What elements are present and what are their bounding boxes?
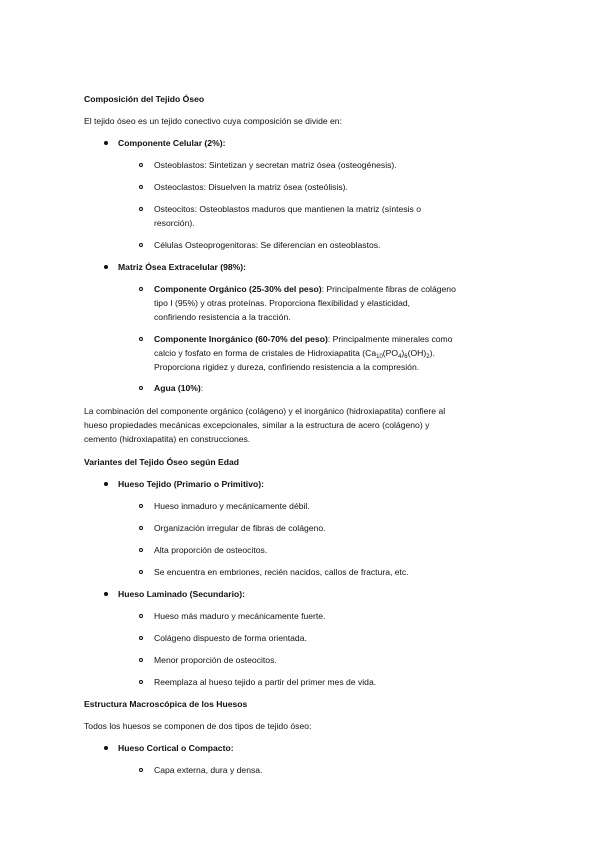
- sub-bullet-icon: [139, 386, 143, 390]
- sub-bullet-icon: [139, 548, 143, 552]
- list-item: Organización irregular de fibras de colágeno.: [154, 523, 326, 533]
- list-item-celular: Componente Celular (2%):: [118, 138, 226, 148]
- formula-text: calcio y fosfato en forma de cristales de Hidroxiapatita (Ca: [154, 348, 377, 358]
- sub-bullet-icon: [139, 504, 143, 508]
- intro-paragraph: El tejido óseo es un tejido conectivo cuya composición se divide en:: [84, 116, 342, 126]
- section-title-composicion: Composición del Tejido Óseo: [84, 94, 205, 104]
- sub-bullet-icon: [139, 287, 143, 291]
- sub-bullet-icon: [139, 768, 143, 772]
- list-item: Osteoblastos: Sintetizan y secretan matriz ósea (osteogénesis).: [154, 160, 397, 170]
- bullet-icon: [104, 746, 108, 750]
- agua-bold: Agua (10%): [154, 383, 201, 393]
- summary-line: hueso propiedades mecánicas excepcionales, similar a la estructura de acero (colágeno) y: [84, 420, 430, 430]
- sub-bullet-icon: [139, 680, 143, 684]
- bullet-icon: [104, 592, 108, 596]
- section-title-variantes: Variantes del Tejido Óseo según Edad: [84, 457, 240, 467]
- list-item-matriz: Matriz Ósea Extracelular (98%):: [118, 262, 247, 272]
- list-item-inorganico: [154, 333, 452, 345]
- list-item-continuation: [154, 347, 435, 359]
- sub-bullet-icon: [139, 243, 143, 247]
- list-item-continuation: resorción).: [154, 218, 195, 228]
- bullet-icon: [104, 265, 108, 269]
- list-item-continuation: Proporciona rigidez y dureza, confiriendo resistencia a la compresión.: [154, 362, 420, 372]
- agua-text: :: [200, 383, 204, 393]
- formula-sub: 4: [398, 354, 402, 360]
- list-item: Capa externa, dura y densa.: [154, 765, 263, 775]
- organico-bold: Componente Orgánico (25-30% del peso): [154, 284, 322, 294]
- sub-bullet-icon: [139, 185, 143, 189]
- organico-text: : Principalmente fibras de colágeno: [321, 284, 456, 294]
- list-item: Reemplaza al hueso tejido a partir del primer mes de vida.: [154, 677, 377, 687]
- list-item-agua: [154, 382, 203, 394]
- summary-line: La combinación del componente orgánico (colágeno) y el inorgánico (hidroxiapatita) confiere al: [84, 406, 446, 416]
- list-item: Hueso más maduro y mecánicamente fuerte.: [154, 611, 326, 621]
- sub-bullet-icon: [139, 163, 143, 167]
- formula-sub: 10: [376, 354, 383, 360]
- formula-sub: 6: [404, 354, 408, 360]
- sub-bullet-icon: [139, 337, 143, 341]
- bullet-icon: [104, 482, 108, 486]
- inorganico-text: : Principalmente minerales como: [327, 334, 453, 344]
- list-item: Osteoclastos: Disuelven la matriz ósea (osteólisis).: [154, 182, 348, 192]
- list-item-organico: [154, 283, 456, 295]
- list-item: Se encuentra en embriones, recién nacidos, callos de fractura, etc.: [154, 567, 409, 577]
- sub-bullet-icon: [139, 636, 143, 640]
- list-item: Menor proporción de osteocitos.: [154, 655, 277, 665]
- formula-text: (OH): [407, 348, 427, 358]
- formula-text: ): [401, 348, 405, 358]
- list-item-tejido: Hueso Tejido (Primario o Primitivo):: [118, 479, 264, 489]
- list-item-laminado: Hueso Laminado (Secundario):: [118, 589, 246, 599]
- sub-bullet-icon: [139, 207, 143, 211]
- sub-bullet-icon: [139, 570, 143, 574]
- sub-bullet-icon: [139, 526, 143, 530]
- list-item: Hueso inmaduro y mecánicamente débil.: [154, 501, 310, 511]
- intro-paragraph: Todos los huesos se componen de dos tipos de tejido óseo:: [84, 721, 312, 731]
- formula-text: ).: [429, 348, 435, 358]
- bullet-icon: [104, 141, 108, 145]
- list-item-cortical: Hueso Cortical o Compacto:: [118, 743, 234, 753]
- list-item-continuation: confiriendo resistencia a la tracción.: [154, 312, 291, 322]
- list-item: Alta proporción de osteocitos.: [154, 545, 268, 555]
- list-item: Células Osteoprogenitoras: Se diferencian en osteoblastos.: [154, 240, 381, 250]
- list-item-continuation: tipo I (95%) y otras proteínas. Proporciona flexibilidad y elasticidad,: [154, 298, 411, 308]
- list-item: Osteocitos: Osteoblastos maduros que mantienen la matriz (síntesis o: [154, 204, 422, 214]
- list-item: Colágeno dispuesto de forma orientada.: [154, 633, 307, 643]
- inorganico-bold: Componente Inorgánico (60-70% del peso): [154, 334, 328, 344]
- formula-sub: 2: [426, 354, 430, 360]
- sub-bullet-icon: [139, 614, 143, 618]
- sub-bullet-icon: [139, 658, 143, 662]
- formula-text: (PO: [382, 348, 399, 358]
- section-title-estructura: Estructura Macroscópica de los Huesos: [84, 699, 248, 709]
- summary-line: cemento (hidroxiapatita) en construcciones.: [84, 434, 251, 444]
